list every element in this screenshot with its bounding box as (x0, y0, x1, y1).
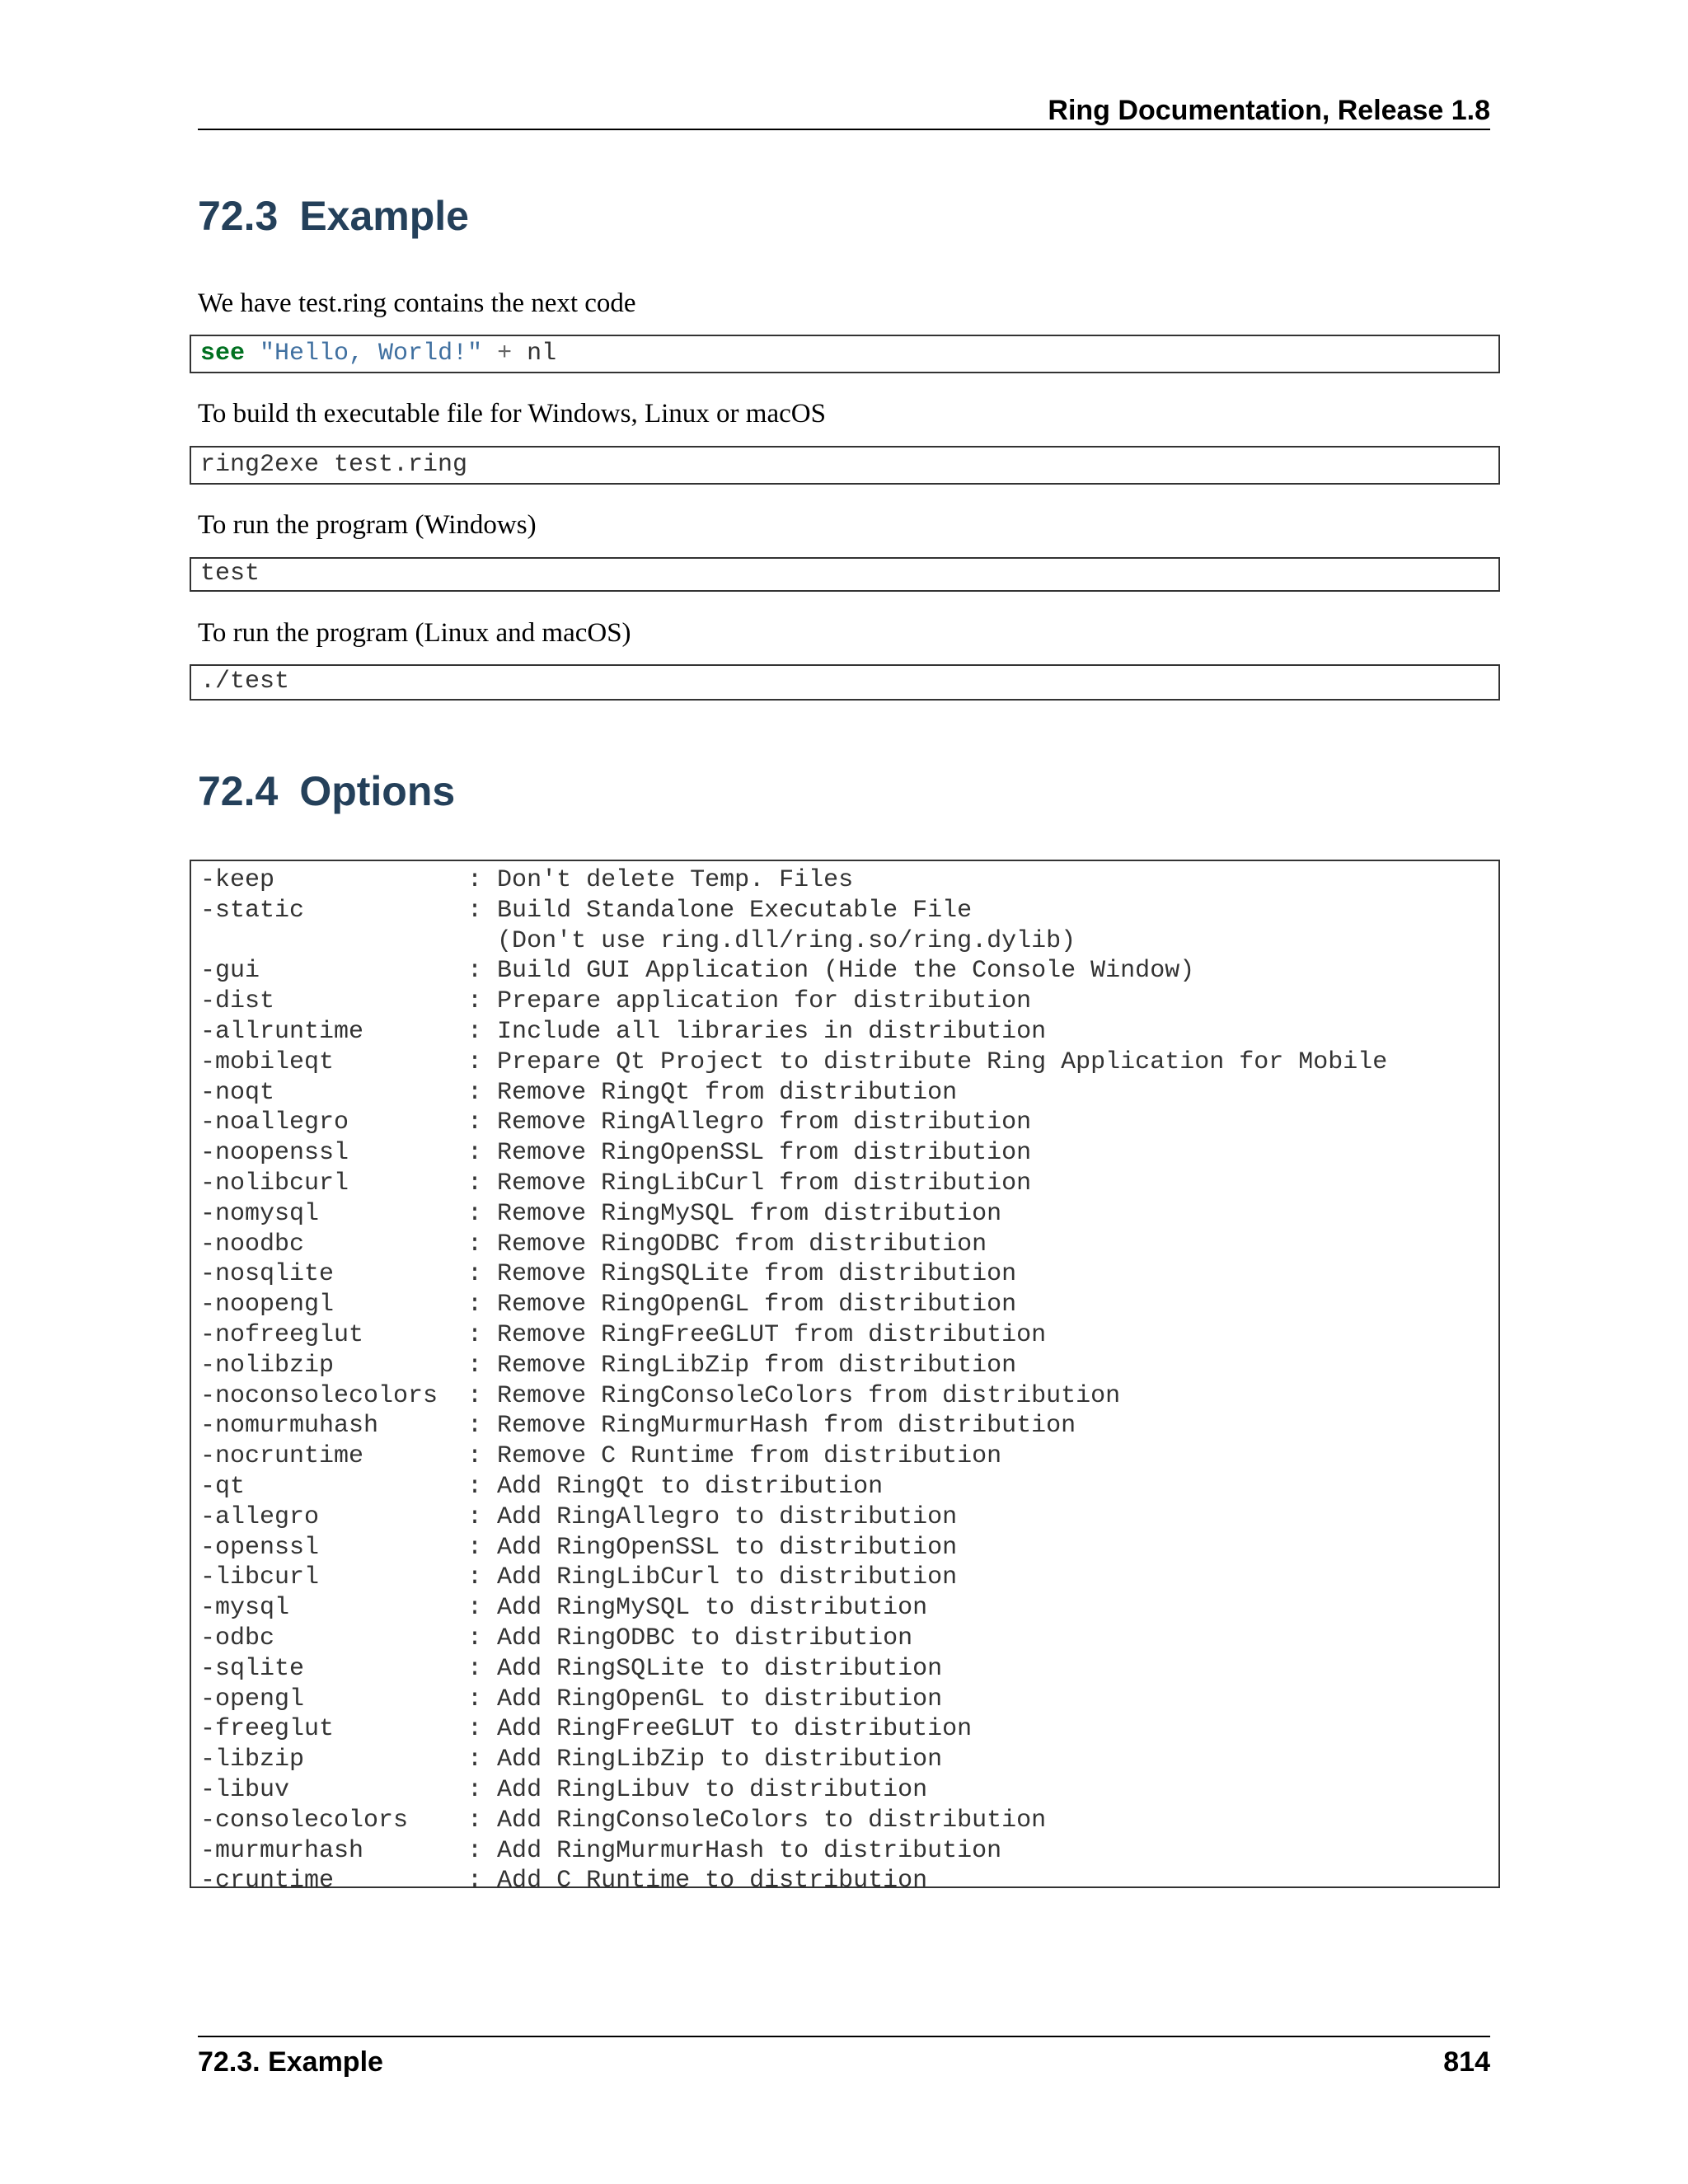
run-windows-text: To run the program (Windows) (198, 510, 537, 540)
section-number-options: 72.4 (198, 768, 279, 814)
option-line: -dist : Prepare application for distribution (200, 987, 1032, 1016)
option-line: (Don't use ring.dll/ring.so/ring.dylib) (200, 926, 1076, 955)
option-line: -freeglut : Add RingFreeGLUT to distribution (200, 1715, 973, 1744)
code-block-run-unix (190, 664, 1500, 701)
option-line: -nomysql : Remove RingMySQL from distribution (200, 1199, 1002, 1228)
build-instructions-text: To build th executable file for Windows, Linux or macOS (198, 399, 826, 429)
option-line: -nolibzip : Remove RingLibZip from distribution (200, 1351, 1017, 1380)
footer-section: 72.3. Example (198, 2046, 383, 2078)
option-line: -libzip : Add RingLibZip to distribution (200, 1746, 943, 1774)
option-line: -nocruntime : Remove C Runtime from distribution (200, 1442, 1002, 1471)
option-line: -nosqlite : Remove RingSQLite from distribution (200, 1260, 1017, 1289)
option-line: -nofreeglut : Remove RingFreeGLUT from distribution (200, 1320, 1047, 1349)
section-heading-options: Options (299, 768, 456, 814)
run-unix-command: ./test (200, 668, 290, 696)
option-line: -consolecolors : Add RingConsoleColors to distribution (200, 1806, 1047, 1835)
option-line: -noqt : Remove RingQt from distribution (200, 1078, 958, 1107)
option-line: -libcurl : Add RingLibCurl to distribution (200, 1563, 958, 1592)
section-title-options (198, 766, 455, 816)
header-title: Ring Documentation, Release 1.8 (1048, 95, 1490, 126)
option-line: -nolibcurl : Remove RingLibCurl from distribution (200, 1169, 1032, 1197)
run-windows-command: test (200, 560, 260, 588)
option-line: -opengl : Add RingOpenGL to distribution (200, 1685, 943, 1713)
code-block-hello (190, 335, 1500, 373)
running-footer (198, 2036, 1490, 2082)
option-line: -noopenssl : Remove RingOpenSSL from distribution (200, 1139, 1032, 1168)
option-line: -allegro : Add RingAllegro to distribution (200, 1502, 958, 1531)
option-line: -qt : Add RingQt to distribution (200, 1472, 884, 1501)
section-heading-example: Example (299, 193, 469, 239)
option-line: -noodbc : Remove RingODBC from distribution (200, 1230, 987, 1258)
option-line: -sqlite : Add RingSQLite to distribution (200, 1654, 943, 1683)
section-title-example (198, 191, 469, 241)
option-line: -keep : Don't delete Temp. Files (200, 866, 854, 894)
code-identifier-nl: nl (527, 340, 557, 368)
option-line: -gui : Build GUI Application (Hide the Console Window) (200, 957, 1195, 986)
build-command: ring2exe test.ring (200, 451, 468, 479)
option-line: -mysql : Add RingMySQL to distribution (200, 1594, 928, 1623)
option-line: -mobileqt : Prepare Qt Project to distribute Ring Application for Mobile (200, 1047, 1388, 1076)
option-line: -cruntime : Add C Runtime to distribution (200, 1867, 928, 1888)
option-line: -noallegro : Remove RingAllegro from distribution (200, 1108, 1032, 1137)
option-line: -static : Build Standalone Executable File (200, 896, 973, 925)
option-line: -noopengl : Remove RingOpenGL from distribution (200, 1291, 1017, 1319)
option-line: -allruntime : Include all libraries in distribution (200, 1017, 1047, 1046)
option-line: -openssl : Add RingOpenSSL to distribution (200, 1533, 958, 1562)
code-string-hello: "Hello, World!" (260, 340, 483, 368)
option-line: -nomurmuhash : Remove RingMurmurHash from distribution (200, 1412, 1076, 1441)
running-header (198, 92, 1490, 130)
example-intro-text: We have test.ring contains the next code (198, 288, 636, 318)
option-line: -noconsolecolors : Remove RingConsoleColors from distribution (200, 1381, 1121, 1410)
code-operator-plus: + (497, 340, 513, 368)
code-block-options (190, 860, 1500, 1888)
code-keyword-see: see (200, 340, 246, 368)
code-block-build (190, 446, 1500, 485)
footer-page-number: 814 (1443, 2046, 1490, 2078)
code-block-run-windows (190, 557, 1500, 592)
run-unix-text: To run the program (Linux and macOS) (198, 618, 631, 648)
option-line: -murmurhash : Add RingMurmurHash to distribution (200, 1836, 1002, 1865)
option-line: -odbc : Add RingODBC to distribution (200, 1624, 913, 1652)
option-line: -libuv : Add RingLibuv to distribution (200, 1775, 928, 1804)
section-number-example: 72.3 (198, 193, 279, 239)
